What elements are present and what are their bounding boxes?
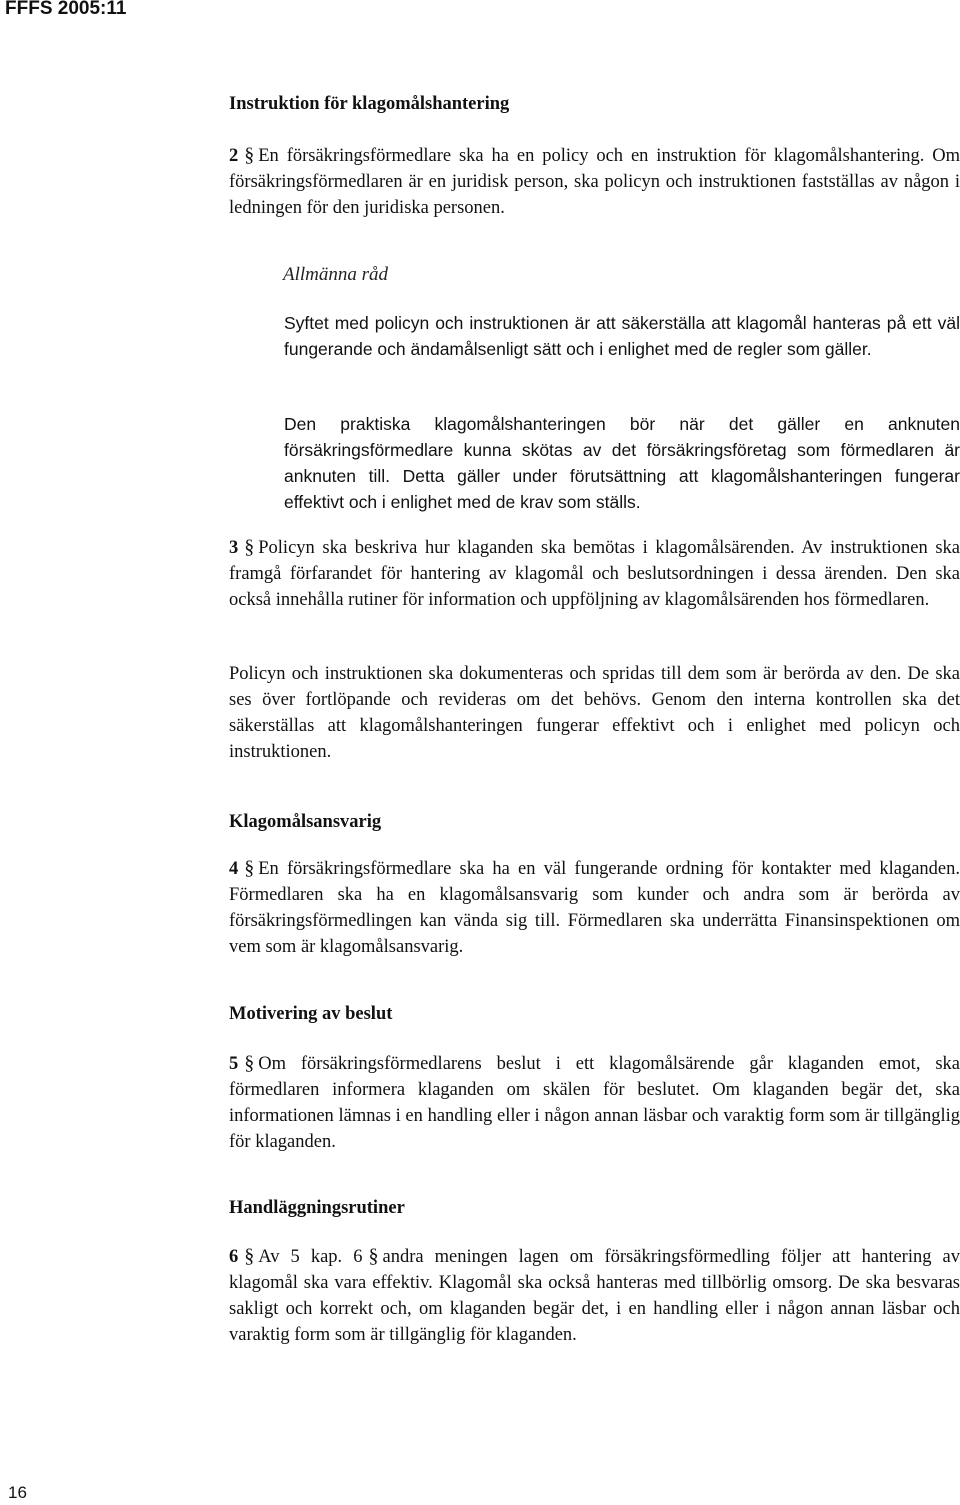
- section-2: [229, 143, 960, 221]
- paragraph-symbol: §: [244, 857, 255, 879]
- section-number: 4: [229, 859, 239, 879]
- section-number: 5: [229, 1054, 239, 1074]
- section-text: Policyn ska beskriva hur klaganden ska bemötas i klagomålsärenden. Av instruktionen ska framgå förfarandet för hantering av klagomål och beslutsordningen i dessa ärenden. Den ska också innehålla rutiner för information och uppföljning av klagomålsärenden hos förmedlaren.: [229, 538, 960, 610]
- paragraph-symbol: §: [244, 1245, 255, 1267]
- paragraph-symbol: §: [368, 1245, 379, 1267]
- advice-title: Allmänna råd: [283, 264, 389, 285]
- section-text: Om försäkringsförmedlarens beslut i ett klagomålsärende går klaganden emot, ska förmedlaren informera klaganden om skälen för beslutet. Om klaganden begär det, ska informationen lämnas i en handling eller i någon annan läsbar och varaktig form som är tillgänglig för klaganden.: [229, 1054, 960, 1152]
- section-6: [229, 1244, 960, 1348]
- section-text: En försäkringsförmedlare ska ha en policy och en instruktion för klagomålshantering. Om försäkringsförmedlaren är en juridisk person, ska policyn och instruktionen fastställas av någon i ledningen för den juridiska personen.: [229, 146, 960, 218]
- section-number: 6: [229, 1247, 239, 1267]
- section-4: [229, 856, 960, 960]
- paragraph-symbol: §: [244, 536, 255, 558]
- heading-klagomalsansvarig: Klagomålsansvarig: [229, 812, 382, 832]
- heading-motivering: Motivering av beslut: [229, 1004, 393, 1024]
- advice-paragraph-2: Den praktiska klagomålshanteringen bör när det gäller en anknuten försäkringsförmedlare kunna skötas av det försäkringsföretag som förmedlaren är anknuten till. Detta gäller under förutsättning att klagomålshanteringen fungerar effektivt och i enlighet med de krav som ställs.: [284, 414, 960, 512]
- heading-instruktion: Instruktion för klagomålshantering: [229, 94, 510, 114]
- section-text-a: Av 5 kap. 6: [258, 1247, 363, 1267]
- document-header: FFFS 2005:11: [5, 0, 127, 19]
- section-5: [229, 1051, 960, 1155]
- advice-paragraph-1: Syftet med policyn och instruktionen är att säkerställa att klagomål hanteras på ett väl fungerande och ändamålsenligt sätt och i enlighet med de regler som gäller.: [284, 313, 960, 359]
- section-text-b: andra meningen lagen om försäkringsförmedling följer att hantering av klagomål ska vara effektiv. Klagomål ska också hanteras med tillbörlig omsorg. De ska besvaras sakligt och korrekt och, om klaganden begär det, i en handling eller i någon annan läsbar och varaktig form som är tillgänglig för klaganden.: [229, 1247, 960, 1345]
- section-text: En försäkringsförmedlare ska ha en väl fungerande ordning för kontakter med klaganden. Förmedlaren ska ha en klagomålsansvarig som kunder och andra som är berörda av försäkringsförmedlingen kan vända sig till. Förmedlaren ska underrätta Finansinspektionen om vem som är klagomålsansvarig.: [229, 859, 960, 957]
- section-number: 3: [229, 538, 239, 558]
- page-number: 16: [8, 1483, 27, 1502]
- section-number: 2: [229, 146, 239, 166]
- section-3: [229, 535, 960, 613]
- section-3-paragraph-2: Policyn och instruktionen ska dokumenteras och spridas till dem som är berörda av den. De ska ses över fortlöpande och revideras om det behövs. Genom den interna kontrollen ska det säkerställas att klagomålshanteringen fungerar effektivt och i enlighet med policyn och instruktionen.: [229, 664, 960, 762]
- paragraph-symbol: §: [244, 144, 255, 166]
- heading-handlaggningsrutiner: Handläggningsrutiner: [229, 1198, 405, 1218]
- paragraph-symbol: §: [244, 1052, 255, 1074]
